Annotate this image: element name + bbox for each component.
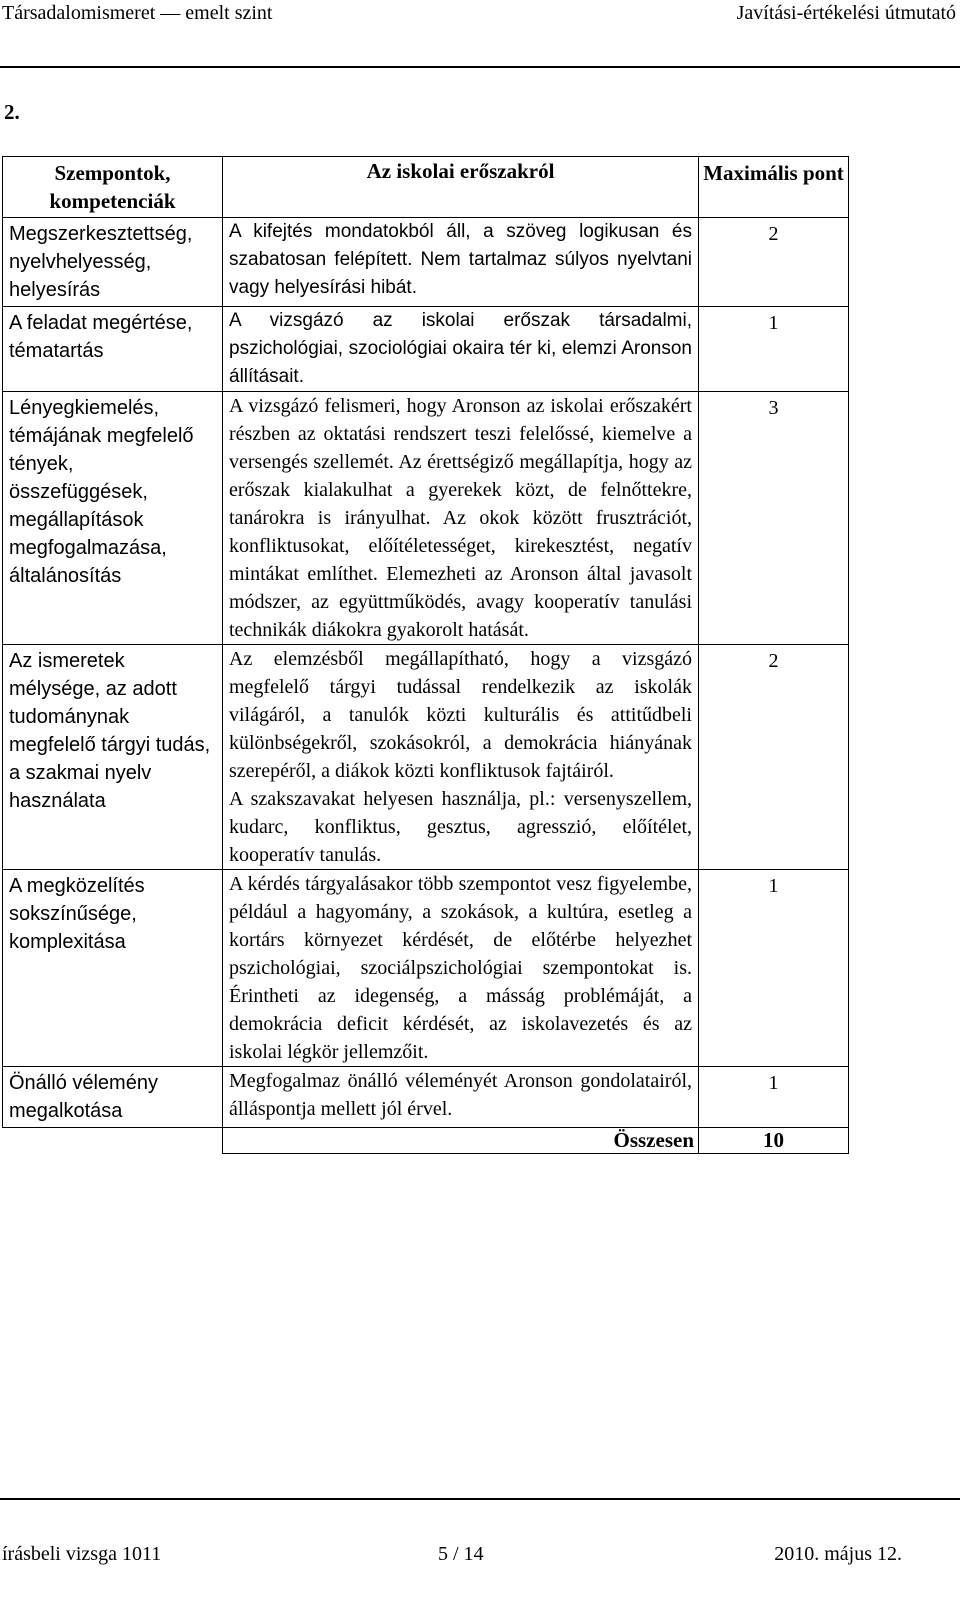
table-row [3,645,849,870]
description-cell [223,307,699,392]
description-cell [223,392,699,645]
footer-exam-code: írásbeli vizsga 1011 [2,1543,162,1565]
points-cell: 3 [699,392,849,645]
points-cell: 2 [699,218,849,307]
total-row [3,1128,849,1154]
points-cell: 1 [699,1067,849,1128]
total-spacer [3,1128,223,1154]
page-header [0,0,960,30]
description-paragraph: Az elemzésből megállapítható, hogy a vizsgázó megfelelő tárgyi tudással rendelkezik az iskolák világáról, a tanulók közti kulturális és attitűdbeli különbségekről, szokásokról, a demokrácia hiányának szerepéről, a diákok közti konfliktusok fajtáiról. [229,648,692,782]
description-cell [223,870,699,1067]
header-criteria: Szempontok, kompetenciák [3,157,223,218]
footer-page-number: 5 / 14 [438,1543,484,1565]
header-doc-type: Javítási-értékelési útmutató [736,2,956,24]
scoring-table [2,156,849,1154]
points-cell: 1 [699,307,849,392]
description-paragraph: A vizsgázó az iskolai erőszak társadalmi, pszichológiai, szociológiai okaira tér ki, elemzi Aronson állításait. [229,310,692,387]
table-row [3,392,849,645]
header-subject: Társadalomismeret — emelt szint [2,2,273,24]
table-body [3,218,849,1128]
header-points: Maximális pont [699,157,849,218]
total-value: 10 [699,1128,849,1154]
criteria-cell: Önálló vélemény megalkotása [3,1067,223,1128]
criteria-cell: Lényegkiemelés, témájának megfelelő tények, összefüggések, megállapítások megfogalmazása, általánosítás [3,392,223,645]
footer-date: 2010. május 12. [774,1543,902,1565]
description-paragraph: A vizsgázó felismeri, hogy Aronson az iskolai erőszakért részben az oktatási rendszert teszi felelőssé, kiemelve a versengés szellemét. Az érettségiző megállapítja, hogy az erőszak kialakulhat a gyerekek közt, de felnőttekre, tanárokra is irányulhat. Az okok között frusztrációt, konfliktusokat, előítéletességet, kirekesztést, negatív mintákat említhet. Elemezheti az Aronson által javasolt módszer, az együttműködés, avagy kooperatív tanulási technikák diákokra gyakorolt hatását. [229,395,692,641]
total-label: Összesen [223,1128,699,1154]
criteria-cell: A feladat megértése, tématartás [3,307,223,392]
question-number: 2. [4,100,20,124]
table-row [3,307,849,392]
table-row [3,218,849,307]
criteria-cell: A megközelítés sokszínűsége, komplexitása [3,870,223,1067]
description-paragraph: A kérdés tárgyalásakor több szempontot vesz figyelembe, például a hagyomány, a szokások, a kultúra, esetleg a kortárs környezet kérdését, de előtérbe helyezhet pszichológiai, szociálpszichológiai szempontokat is. Érintheti az idegenség, a másság problémáját, a demokrácia deficit kérdését, az iskolavezetés és az iskolai légkör jellemzőit. [229,873,692,1063]
criteria-cell: Megszerkesztettség, nyelvhelyesség, helyesírás [3,218,223,307]
description-paragraph: Megfogalmaz önálló véleményét Aronson gondolatairól, álláspontja mellett jól érvel. [229,1070,692,1120]
header-divider [0,66,960,68]
description-paragraph: A kifejtés mondatokból áll, a szöveg logikusan és szabatosan felépített. Nem tartalmaz súlyos nyelvtani vagy helyesírási hibát. [229,221,692,298]
header-description: Az iskolai erőszakról [223,157,699,218]
description-cell [223,1067,699,1128]
description-cell [223,645,699,870]
table-header-row [3,157,849,218]
table-row [3,870,849,1067]
points-cell: 2 [699,645,849,870]
table-row [3,1067,849,1128]
description-cell [223,218,699,307]
description-paragraph: A szakszavakat helyesen használja, pl.: versenyszellem, kudarc, konfliktus, gesztus, agresszió, előítélet, kooperatív tanulás. [229,788,692,866]
points-cell: 1 [699,870,849,1067]
footer-divider [0,1498,960,1500]
criteria-cell: Az ismeretek mélysége, az adott tudománynak megfelelő tárgyi tudás, a szakmai nyelv használata [3,645,223,870]
